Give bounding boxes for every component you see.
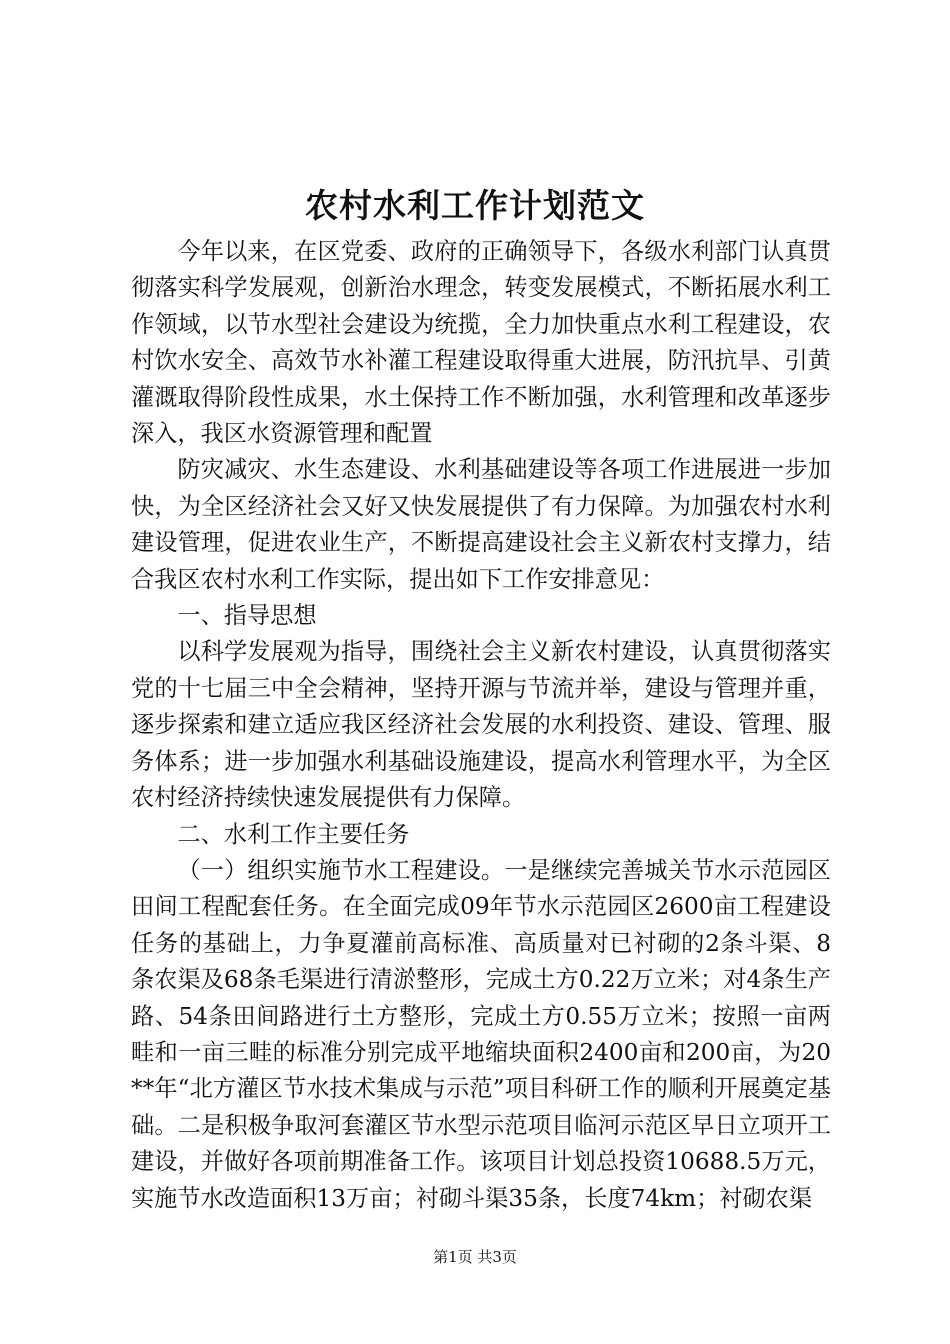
document-title: 农村水利工作计划范文 — [305, 186, 645, 225]
section-heading-guiding-ideology: 一、指导思想 — [177, 602, 317, 630]
paragraph-guiding-ideology: 以科学发展观为指导，围绕社会主义新农村建设，认真贯彻落实党的十七届三中全会精神，坚持开源与节流并举，建设与管理并重，逐步探索和建立适应我区经济社会发展的水利投资、建设、管理、服务体系；进一步加强水利基础设施建设，提高水利管理水平，为全区农村经济持续快速发展提供有力保障。 — [131, 638, 831, 812]
page-number-footer: 第1页 共3页 — [433, 1248, 517, 1266]
paragraph-intro: 今年以来，在区党委、政府的正确领导下，各级水利部门认真贯彻落实科学发展观，创新治水理念，转变发展模式，不断拓展水利工作领域，以节水型社会建设为统揽，全力加快重点水利工程建设，农村饮水安全、高效节水补灌工程建设取得重大进展，防汛抗旱、引黄灌溉取得阶段性成果，水土保持工作不断加强，水利管理和改革逐步深入，我区水资源管理和配置 — [131, 238, 831, 448]
document-body — [131, 234, 831, 1217]
section-heading-main-tasks: 二、水利工作主要任务 — [177, 820, 410, 848]
paragraph-intro-continued: 防灾减灾、水生态建设、水利基础建设等各项工作进展进一步加快，为全区经济社会又好又快发展提供了有力保障。为加强农村水利建设管理，促进农业生产，不断提高建设社会主义新农村支撑力，结合我区农村水利工作实际，提出如下工作安排意见： — [131, 456, 831, 593]
paragraph-water-saving-projects: （一）组织实施节水工程建设。一是继续完善城关节水示范园区田间工程配套任务。在全面完成09年节水示范园区2600亩工程建设任务的基础上，力争夏灌前高标准、高质量对已衬砌的2条斗渠、8条农渠及68条毛渠进行清淤整形，完成土方0.22万立米；对4条生产路、54条田间路进行土方整形，完成土方0.55万立米；按照一亩两畦和一亩三畦的标准分别完成平地缩块面积2400亩和200亩，为20**年“北方灌区节水技术集成与示范”项目科研工作的顺利开展奠定基础。二是积极争取河套灌区节水型示范项目临河示范区早日立项开工建设，并做好各项前期准备工作。该项目计划总投资10688.5万元，实施节水改造面积13万亩；衬砌斗渠35条，长度74km；衬砌农渠 — [131, 856, 831, 1212]
